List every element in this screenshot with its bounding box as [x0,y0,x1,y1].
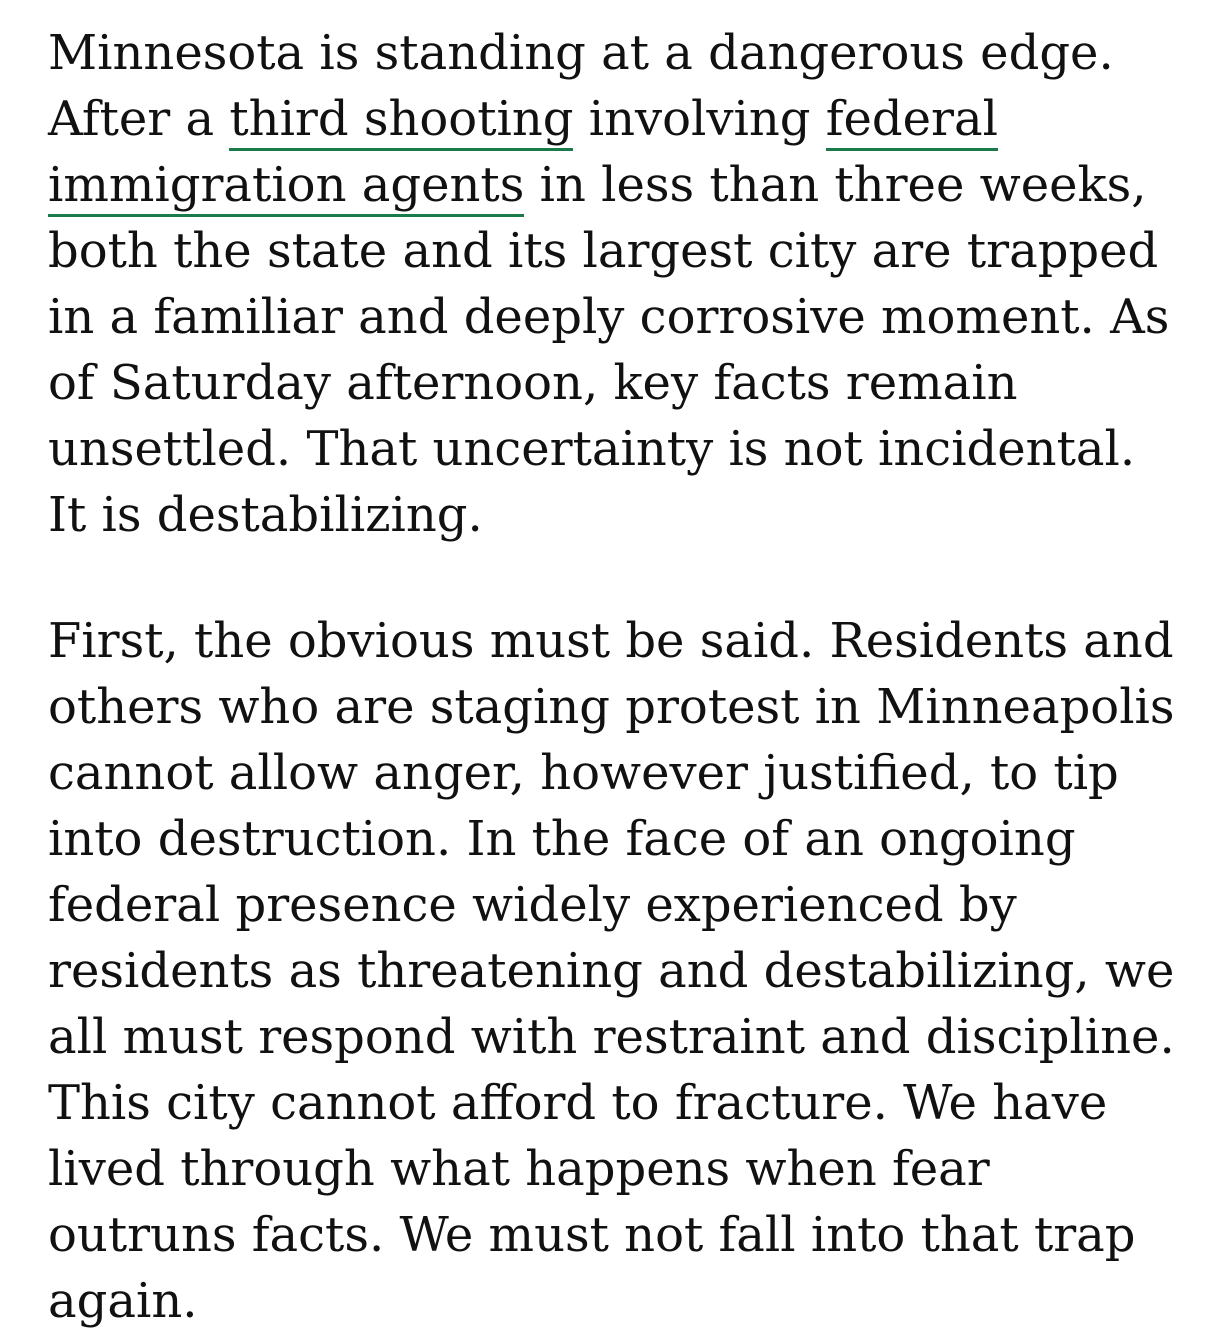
paragraph-intro [48,20,1178,548]
link-federal-immigration-agents[interactable]: federal immigration agents [48,91,998,217]
paragraph-second: First, the obvious must be said. Residents and others who are staging protest in Minneapolis cannot allow anger, however justified, to tip into destruction. In the face of an ongoing federal presence widely experienced by residents as threatening and destabilizing, we all must respond with restraint and discipline. This city cannot afford to fracture. We have lived through what happens when fear outruns facts. We must not fall into that trap again. [48,613,1175,1329]
link-third-shooting[interactable]: third shooting [229,91,573,151]
paragraph-intro-text-middle: involving [573,91,826,147]
article-body [48,20,1178,1334]
paragraph-intro-text-end: in less than three weeks, both the state and its largest city are trapped in a familiar and deeply corrosive moment. As of Saturday afternoon, key facts remain unsettled. That uncertainty is not incidental. It is destabilizing. [48,157,1170,543]
paragraph-intro-text-start: Minnesota is standing at a dangerous edge. After a [48,25,1114,147]
